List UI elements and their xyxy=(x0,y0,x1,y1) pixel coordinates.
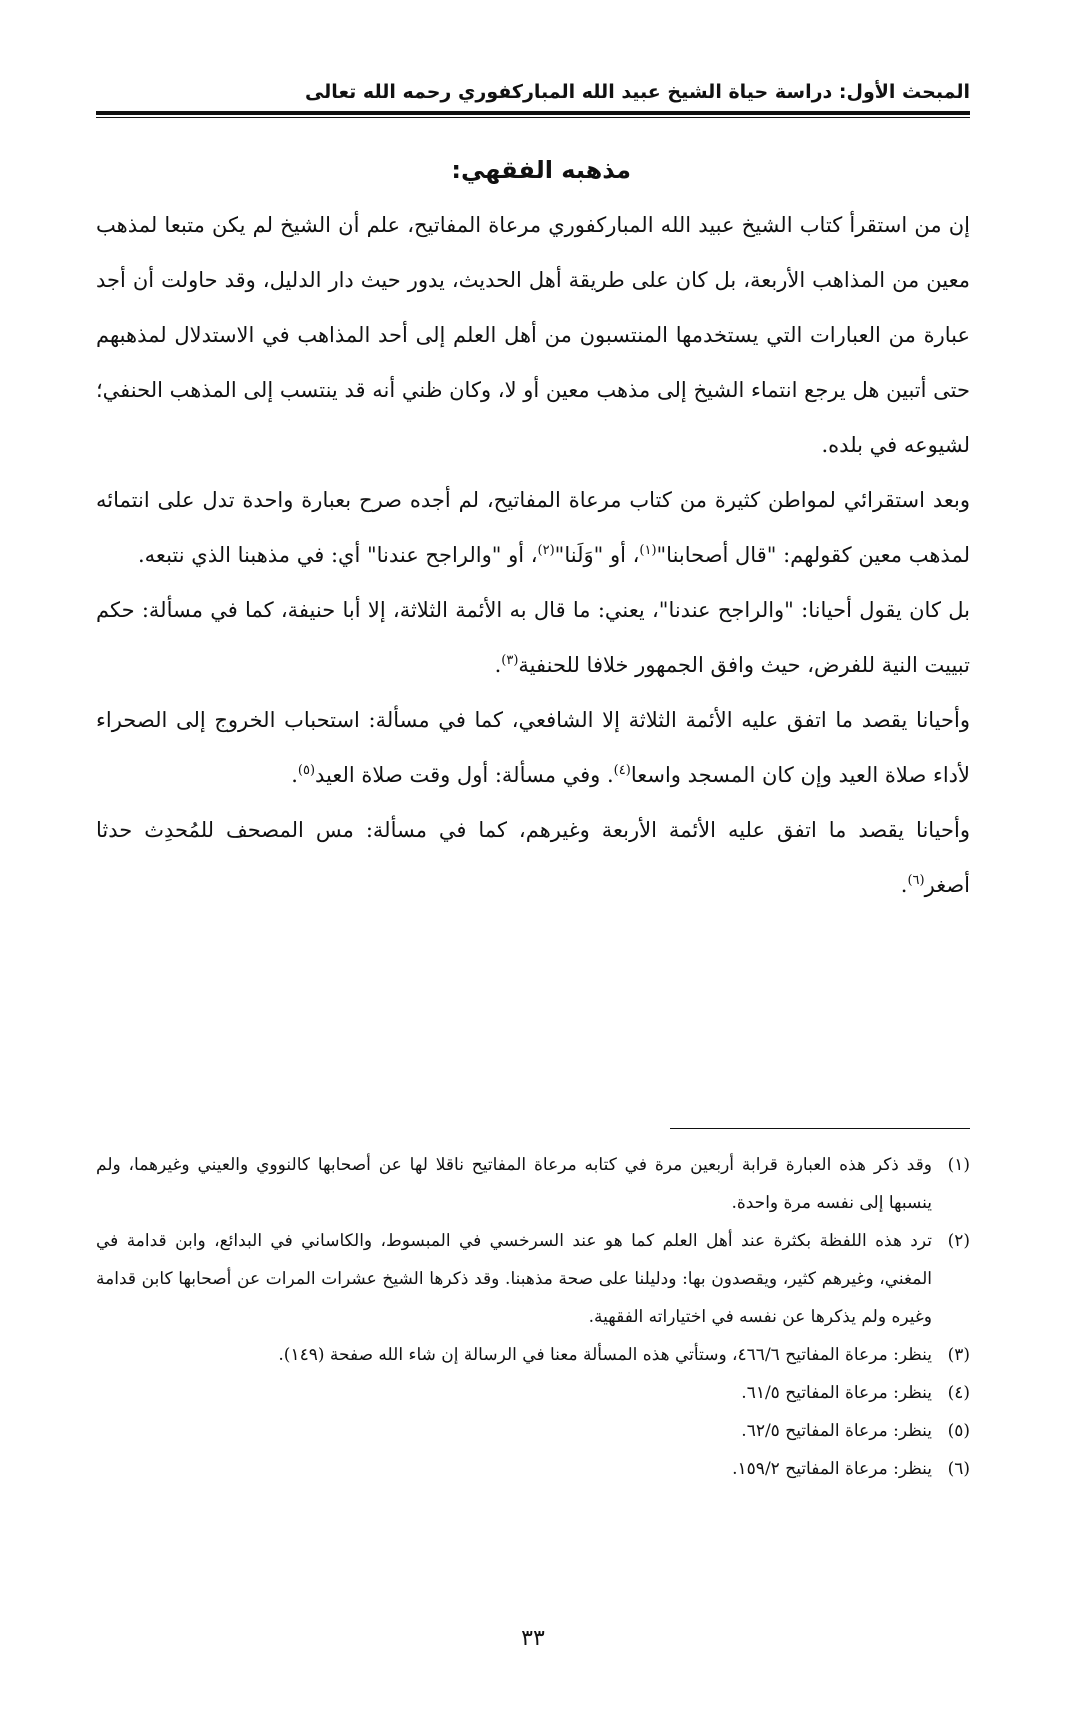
footnote-text: ينظر: مرعاة المفاتيح ٦١/٥. xyxy=(741,1383,932,1403)
paragraph-4 xyxy=(96,693,970,803)
paragraph-text: وبعد استقرائي لمواطن كثيرة من كتاب مرعاة المفاتيح، لم أجده صرح بعبارة واحدة تدل على انتمائه لمذهب معين كقولهم: "قال أصحابنا" xyxy=(96,488,970,567)
paragraph-text: ، أو "وَلَنا" xyxy=(554,543,640,567)
section-title: مذهبه الفقهي: xyxy=(451,156,631,184)
footnote-number: (٢) xyxy=(947,1231,970,1251)
footnote-text: ينظر: مرعاة المفاتيح ١٥٩/٢. xyxy=(732,1459,932,1479)
paragraph-text: . xyxy=(900,873,908,897)
footnote-text: وقد ذكر هذه العبارة قرابة أربعين مرة في كتابه مرعاة المفاتيح ناقلا لها عن أصحابها كالنووي والعيني وغيرهما، ولم ينسبها إلى نفسه مرة واحدة. xyxy=(96,1155,932,1213)
footnote-number: (٦) xyxy=(947,1459,970,1479)
paragraph-text: ، أو "والراجح عندنا" أي: في مذهبنا الذي نتبعه. xyxy=(138,543,538,567)
paragraph-1 xyxy=(96,198,970,473)
paragraph-text: . xyxy=(494,653,502,677)
body-text xyxy=(96,198,970,913)
footnote-text: ينظر: مرعاة المفاتيح ٦٢/٥. xyxy=(741,1421,932,1441)
page-number: ٣٣ xyxy=(521,1626,545,1651)
footnote-1 xyxy=(96,1146,970,1222)
footnote-6 xyxy=(96,1450,970,1488)
footnote-ref-4[interactable]: (٤) xyxy=(613,763,631,778)
footnote-4 xyxy=(96,1374,970,1412)
footnote-text: ترد هذه اللفظة بكثرة عند أهل العلم كما هو عند السرخسي في المبسوط، والكاساني في البدائع، وابن قدامة في المغني، وغيرهم كثير، ويقصدون بها: ودليلنا على صحة مذهبنا. وقد ذكرها الشيخ عشرات المرات عن أصحابها كابن قدامة وغيره ولم يذكرها عن نفسه في اختياراته الفقهية. xyxy=(96,1231,932,1327)
footnote-ref-6[interactable]: (٦) xyxy=(907,873,925,888)
footnote-number: (١) xyxy=(947,1155,970,1175)
footnote-separator xyxy=(670,1128,970,1129)
paragraph-3 xyxy=(96,583,970,693)
paragraph-text: . وفي مسألة: أول وقت صلاة العيد xyxy=(315,763,614,787)
footnote-number: (٣) xyxy=(947,1345,970,1365)
running-header: المبحث الأول: دراسة حياة الشيخ عبيد الله المباركفوري رحمه الله تعالى xyxy=(304,81,970,103)
paragraph-text: وأحيانا يقصد ما اتفق عليه الأئمة الثلاثة إلا الشافعي، كما في مسألة: استحباب الخروج إلى الصحراء لأداء صلاة العيد وإن كان المسجد واسعا xyxy=(96,708,970,787)
footnote-text: ينظر: مرعاة المفاتيح ٤٦٦/٦، وستأتي هذه المسألة معنا في الرسالة إن شاء الله صفحة (١٤٩). xyxy=(278,1345,932,1365)
footnote-2 xyxy=(96,1222,970,1336)
footnote-ref-3[interactable]: (٣) xyxy=(501,653,519,668)
paragraph-text: وأحيانا يقصد ما اتفق عليه الأئمة الأربعة وغيرهم، كما في مسألة: مس المصحف للمُحدِث حدثا أصغر xyxy=(96,818,970,897)
footnote-number: (٥) xyxy=(947,1421,970,1441)
paragraph-text: بل كان يقول أحيانا: "والراجح عندنا"، يعني: ما قال به الأئمة الثلاثة، إلا أبا حنيفة، كما في مسألة: حكم تبييت النية للفرض، حيث وافق الجمهور خلافا للحنفية xyxy=(96,598,970,677)
paragraph-2 xyxy=(96,473,970,583)
footnote-number: (٤) xyxy=(947,1383,970,1403)
header-rule xyxy=(96,111,970,118)
footnote-5 xyxy=(96,1412,970,1450)
footnote-ref-1[interactable]: (١) xyxy=(639,543,657,558)
paragraph-5 xyxy=(96,803,970,913)
paragraph-text: . xyxy=(291,763,298,787)
paragraph-text: إن من استقرأ كتاب الشيخ عبيد الله المباركفوري مرعاة المفاتيح، علم أن الشيخ لم يكن متبعا لمذهب معين من المذاهب الأربعة، بل كان على طريقة أهل الحديث، يدور حيث دار الدليل، وقد حاولت أن أجد عبارة من العبارات التي يستخدمها المنتسبون من أهل العلم إلى أحد المذاهب في الاستدلال لمذهبهم حتى أتبين هل يرجع انتماء الشيخ إلى مذهب معين أو لا، وكان ظني أنه قد ينتسب إلى المذهب الحنفي؛ لشيوعه في بلده. xyxy=(96,213,970,457)
footnote-ref-2[interactable]: (٢) xyxy=(537,543,555,558)
footnote-3 xyxy=(96,1336,970,1374)
footnotes xyxy=(96,1146,970,1488)
footnote-ref-5[interactable]: (٥) xyxy=(297,763,316,778)
